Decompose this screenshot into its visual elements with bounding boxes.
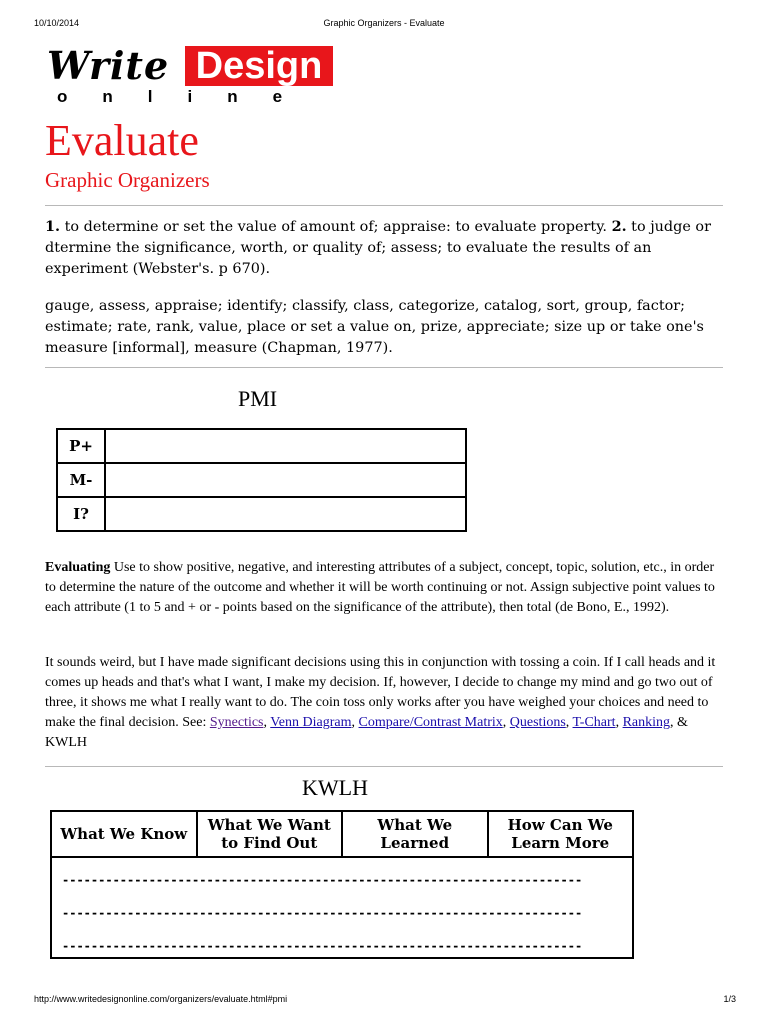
evaluating-paragraph xyxy=(45,558,725,618)
link-separator: , xyxy=(263,715,271,730)
print-page-title: Graphic Organizers - Evaluate xyxy=(323,18,445,28)
note-tail: , & KWLH xyxy=(45,715,688,750)
pmi-label-interesting: I? xyxy=(57,497,105,531)
link-questions[interactable]: Questions xyxy=(509,715,566,730)
kwlh-dashed-line: ------------------------------------------------------------------------ xyxy=(62,939,583,953)
kwlh-cell xyxy=(51,924,633,958)
link-compare-contrast-matrix[interactable]: Compare/Contrast Matrix xyxy=(358,715,503,730)
link-separator: , xyxy=(502,715,510,730)
link-t-chart[interactable]: T-Chart xyxy=(572,715,616,730)
page-title: Evaluate xyxy=(45,116,199,165)
definition-number-2: 2. xyxy=(611,218,627,235)
evaluating-text: Use to show positive, negative, and interesting attributes of a subject, concept, topic, solution, etc., in order to determine the nature of the outcome and whether it will be worth continuing or not. Assign subjective point values to each attribute (1 to 5 and + or - points based on the significance of the attribute), then total (de Bono, E., 1992). xyxy=(45,560,715,615)
print-footer xyxy=(0,994,768,1006)
link-separator: , xyxy=(351,715,359,730)
pmi-cell-plus xyxy=(105,429,466,463)
link-venn-diagram[interactable]: Venn Diagram xyxy=(270,715,352,730)
logo-design-text: Design xyxy=(185,46,333,86)
print-header xyxy=(0,18,768,30)
definition-text-1: to determine or set the value of amount of; appraise: to evaluate property. xyxy=(60,219,612,235)
pmi-row-interesting xyxy=(57,497,466,531)
kwlh-header-know: What We Know xyxy=(51,811,197,857)
pmi-row-plus xyxy=(57,429,466,463)
divider xyxy=(45,205,723,206)
kwlh-row xyxy=(51,891,633,924)
link-separator: , xyxy=(565,715,573,730)
divider xyxy=(45,367,723,368)
kwlh-dashed-line: ------------------------------------------------------------------------ xyxy=(62,873,583,887)
print-page-number: 1/3 xyxy=(723,994,736,1004)
logo-online-text: online xyxy=(57,87,318,106)
link-separator: , xyxy=(615,715,623,730)
definition-text-2: to judge or dtermine the significance, worth, or quality of; assess; to evaluate the results of an experiment (Webster's. p 670). xyxy=(45,219,711,277)
kwlh-header-row xyxy=(51,811,633,857)
link-ranking[interactable]: Ranking xyxy=(622,715,671,730)
note-text: It sounds weird, but I have made significant decisions using this in conjunction with tossing a coin. If I call heads and it comes up heads and that's what I want, I make my decision. If, however, I decide to change my mind and go two out of three, it shows me what I really want to do. The coin toss only works after you have weighed your choices and need to make the final decision. See: xyxy=(45,655,716,730)
definition-number-1: 1. xyxy=(45,218,61,235)
kwlh-row xyxy=(51,857,633,891)
evaluating-term: Evaluating xyxy=(45,560,111,575)
kwlh-header-learn-more: How Can We Learn More xyxy=(488,811,634,857)
kwlh-dashed-line: ------------------------------------------------------------------------ xyxy=(62,906,583,920)
kwlh-header-want: What We Want to Find Out xyxy=(197,811,343,857)
print-url: http://www.writedesignonline.com/organizers/evaluate.html#pmi xyxy=(34,994,288,1004)
pmi-row-minus xyxy=(57,463,466,497)
link-synectics[interactable]: Synectics xyxy=(209,715,264,730)
divider xyxy=(45,766,723,767)
pmi-cell-minus xyxy=(105,463,466,497)
site-logo[interactable] xyxy=(47,42,347,112)
kwlh-heading: KWLH xyxy=(302,775,368,800)
pmi-label-plus: P+ xyxy=(57,429,105,463)
kwlh-cell xyxy=(51,857,633,891)
page-subtitle: Graphic Organizers xyxy=(45,168,210,192)
kwlh-header-learned: What We Learned xyxy=(342,811,488,857)
synonyms-paragraph: gauge, assess, appraise; identify; classify, class, categorize, catalog, sort, group, factor; estimate; rate, rank, value, place or set a value on, prize, appreciate; size up or take one's measure [informal], measure (Chapman, 1977). xyxy=(45,298,704,356)
definition-paragraph xyxy=(45,216,725,280)
logo-write-text: Write xyxy=(47,43,170,88)
pmi-label-minus: M- xyxy=(57,463,105,497)
note-paragraph xyxy=(45,653,725,753)
kwlh-cell xyxy=(51,891,633,924)
kwlh-row xyxy=(51,924,633,958)
print-date: 10/10/2014 xyxy=(34,18,80,28)
pmi-table xyxy=(56,428,467,532)
pmi-cell-interesting xyxy=(105,497,466,531)
kwlh-table xyxy=(50,810,634,959)
pmi-heading: PMI xyxy=(238,386,278,411)
